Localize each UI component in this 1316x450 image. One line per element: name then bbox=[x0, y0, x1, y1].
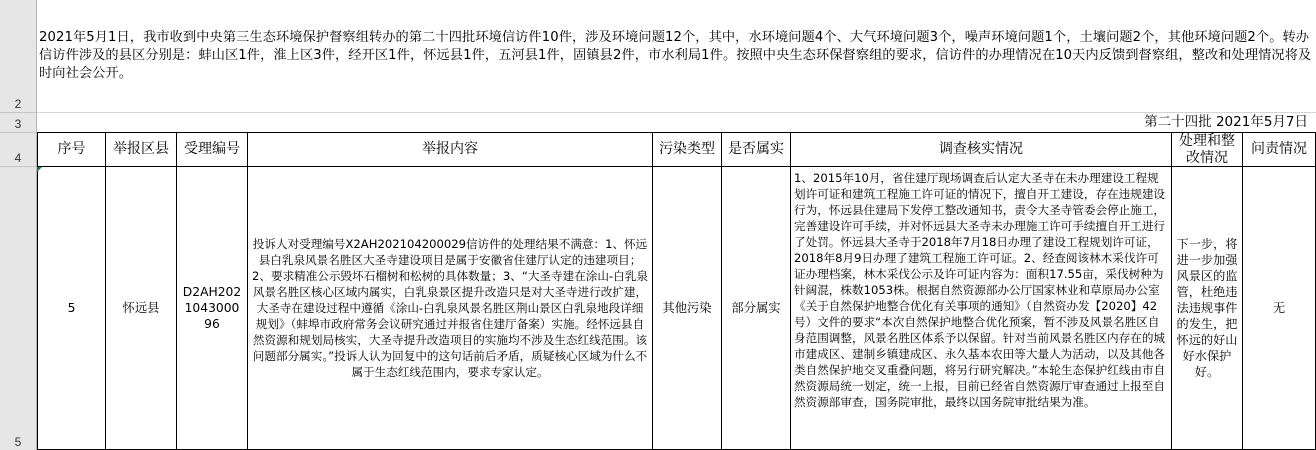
cell-accountability[interactable]: 无 bbox=[1243, 167, 1316, 450]
row-header-5[interactable]: 5 bbox=[14, 435, 22, 449]
cell-report-content[interactable]: 投诉人对受理编号X2AH202104200029信访件的处理结果不满意：1、怀远县白乳泉风景名胜区大圣寺建设项目是属于安徽省住建厅认定的违建项目；2、要求精准公示毁坏石榴树和松树的具体数量；3、“大圣寺建在涂山-白乳泉风景名胜区核心区域内属实，白乳泉景区提升改造只是对大圣寺进行改扩建，大圣寺在建设过程中遵循《涂山-白乳泉风景名胜区荆山景区白乳泉地段详细规划》（蚌埠市政府常务会议研究通过并报省住建厅备案）实施。经怀远县自然资源和规划局核实，大圣寺提升改造项目的实施均不涉及生态红线范围。该问题部分属实。”投诉人认为回复中的这句话前后矛盾，质疑核心区域为什么不属于生态红线范围内，要求专家认定。 bbox=[248, 167, 653, 450]
cell-is-true[interactable]: 部分属实 bbox=[722, 167, 791, 450]
header-accountability[interactable]: 问责情况 bbox=[1243, 133, 1316, 167]
header-district[interactable]: 举报区县 bbox=[106, 133, 177, 167]
header-pollution-type[interactable]: 污染类型 bbox=[653, 133, 722, 167]
intro-text: 2021年5月1日，我市收到中央第三生态环境保护督察组转办的第二十四批环境信访件10件，涉及环境问题12个，其中，水环境问题4个、大气环境问题3个，噪声环境问题1个，土壤问题2个，其他环境问题2个。转办信访件涉及的县区分别是：蚌山区1件，淮上区3件，经开区1件，怀远县1件，五河县1件，固镇县2件，市水利局1件。按照中央生态环保督察组的要求，信访件的办理情况在10天内反馈到督察组，整改和处理情况将及时向社会公开。 bbox=[39, 30, 1312, 81]
cell-comment-marker bbox=[37, 167, 42, 172]
row-header-3[interactable]: 3 bbox=[0, 113, 36, 133]
header-seq[interactable]: 序号 bbox=[37, 133, 106, 167]
header-report-content[interactable]: 举报内容 bbox=[248, 133, 653, 167]
header-case-no[interactable]: 受理编号 bbox=[177, 133, 248, 167]
header-is-true[interactable]: 是否属实 bbox=[722, 133, 791, 167]
batch-date-cell[interactable]: 第二十四批 2021年5月7日 bbox=[37, 113, 1316, 133]
cell-rectification[interactable]: 下一步，将进一步加强风景区的监管，杜绝违法违规事件的发生，把怀远的好山好水保护好。 bbox=[1172, 167, 1243, 450]
header-rectification[interactable]: 处理和整改情况 bbox=[1172, 133, 1243, 167]
cell-survey[interactable]: 1、2015年10月，省住建厅现场调查后认定大圣寺在未办理建设工程规划许可证和建筑工程施工许可证的情况下，擅自开工建设，存在违规建设行为，怀远县住建局下发停工整改通知书，责令大圣寺管委会停止施工，完善建设许可手续，并对怀远县大圣寺未办理施工许可手续擅自开工进行了处罚。怀远县大圣寺于2018年7月18日办理了建设工程规划许可证，2018年8月9日办理了建筑工程施工许可证。2、经查阅该林木采伐许可证办理档案，林木采伐公示及许可证内容为：面积17.55亩，采伐树种为针阔混，株数1053株。根据自然资源部办公厅国家林业和草原局办公室《关于自然保护地整合优化有关事项的通知》（自然资办发【2020】42号）文件的要求“本次自然保护地整合优化预案，暂不涉及风景名胜区自身范围调整，风景名胜区体系予以保留。针对当前风景名胜区内存在的城市建成区、建制乡镇建成区、永久基本农田等大量人为活动，以及其他各类自然保护地交叉重叠问题，将另行研究解决。”本轮生态保护红线由市自然资源局统一划定，统一上报，目前已经省自然资源厅审查通过上报至自然资源部审查，国务院审批，最终以国务院审批结果为准。 bbox=[791, 167, 1172, 450]
row-header-4[interactable]: 4 bbox=[0, 133, 36, 167]
intro-cell[interactable] bbox=[37, 0, 1316, 113]
cell-case-no[interactable]: D2AH202104300096 bbox=[177, 167, 248, 450]
cell-district[interactable]: 怀远县 bbox=[106, 167, 177, 450]
row-header-2[interactable]: 2 bbox=[0, 0, 36, 113]
cell-seq[interactable]: 5 bbox=[37, 167, 106, 450]
cell-pollution-type[interactable]: 其他污染 bbox=[653, 167, 722, 450]
header-survey[interactable]: 调查核实情况 bbox=[791, 133, 1172, 167]
